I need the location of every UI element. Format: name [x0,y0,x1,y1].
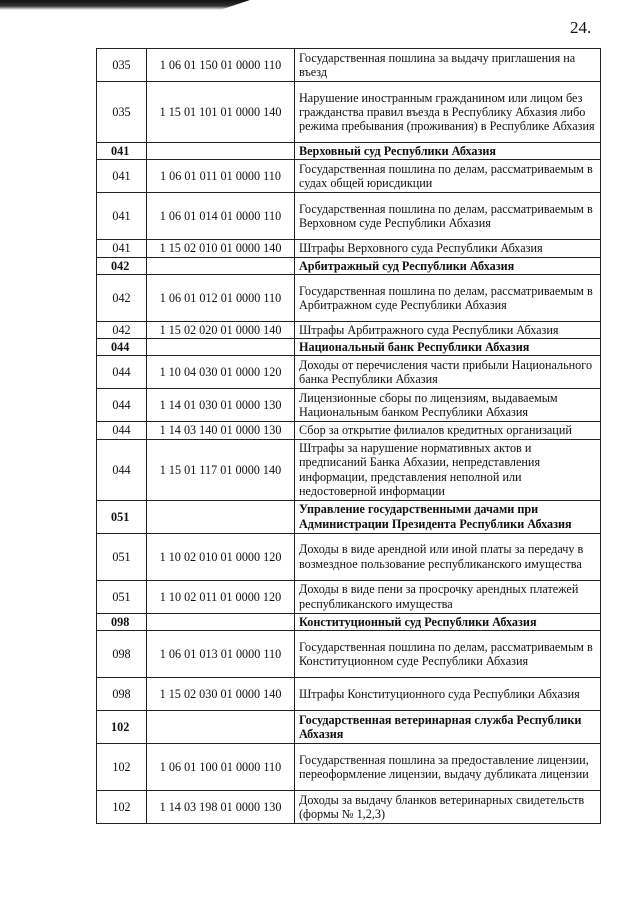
row-description-cell: Доходы от перечисления части прибыли Национального банка Республики Абхазия [295,356,601,389]
row-kbk-cell: 1 15 02 020 01 0000 140 [147,321,295,338]
row-description-cell: Государственная пошлина по делам, рассматриваемым в Конституционном суде Республики Абхазия [295,631,601,678]
row-kbk-cell: 1 06 01 011 01 0000 110 [147,160,295,193]
row-code-cell: 102 [97,711,147,744]
scan-edge-shadow [0,0,250,10]
table-body [97,49,601,824]
row-code-cell: 102 [97,744,147,791]
table-row [97,274,601,321]
row-code-cell: 098 [97,631,147,678]
row-kbk-cell: 1 10 02 010 01 0000 120 [147,533,295,580]
row-description-cell: Доходы за выдачу бланков ветеринарных свидетельств (формы № 1,2,3) [295,791,601,824]
row-kbk-cell: 1 06 01 012 01 0000 110 [147,274,295,321]
row-kbk-cell [147,257,295,274]
table-row [97,389,601,422]
row-description-cell: Штрафы за нарушение нормативных актов и предписаний Банка Абхазии, непредставления информации, представления неполной или недостоверной информации [295,439,601,500]
table-row [97,193,601,240]
section-header-row [97,339,601,356]
row-description-cell: Нарушение иностранным гражданином или лицом без гражданства правил въезда в Республику Абхазия либо режима пребывания (проживания) в Республике Абхазия [295,82,601,143]
row-description-cell: Государственная пошлина за предоставление лицензии, переоформление лицензии, выдачу дубликата лицензии [295,744,601,791]
row-kbk-cell: 1 14 03 198 01 0000 130 [147,791,295,824]
table-row [97,791,601,824]
row-code-cell: 042 [97,257,147,274]
table-row [97,49,601,82]
row-description-cell: Государственная пошлина по делам, рассматриваемым в Верховном суде Республики Абхазия [295,193,601,240]
row-code-cell: 042 [97,274,147,321]
row-kbk-cell [147,613,295,630]
row-code-cell: 044 [97,339,147,356]
table-row [97,631,601,678]
table-row [97,160,601,193]
row-kbk-cell: 1 06 01 013 01 0000 110 [147,631,295,678]
row-code-cell: 044 [97,439,147,500]
row-kbk-cell: 1 15 01 101 01 0000 140 [147,82,295,143]
row-code-cell: 098 [97,678,147,711]
revenue-codes-table [96,48,601,824]
row-description-cell: Доходы в виде арендной или иной платы за передачу в возмездное пользование республиканского имущества [295,533,601,580]
row-code-cell: 041 [97,160,147,193]
row-description-cell: Государственная пошлина по делам, рассматриваемым в судах общей юрисдикции [295,160,601,193]
section-title-cell: Верховный суд Республики Абхазия [295,143,601,160]
row-kbk-cell [147,711,295,744]
row-kbk-cell: 1 14 03 140 01 0000 130 [147,422,295,439]
row-description-cell: Государственная пошлина по делам, рассматриваемым в Арбитражном суде Республики Абхазия [295,274,601,321]
row-kbk-cell: 1 10 02 011 01 0000 120 [147,580,295,613]
table-row [97,533,601,580]
row-description-cell: Лицензионные сборы по лицензиям, выдаваемым Национальным банком Республики Абхазия [295,389,601,422]
row-kbk-cell [147,143,295,160]
row-kbk-cell: 1 15 02 010 01 0000 140 [147,240,295,257]
row-code-cell: 051 [97,580,147,613]
table-row [97,744,601,791]
table-row [97,678,601,711]
row-description-cell: Штрафы Арбитражного суда Республики Абхазия [295,321,601,338]
table-row [97,580,601,613]
row-code-cell: 044 [97,356,147,389]
table-row [97,439,601,500]
row-code-cell: 041 [97,143,147,160]
row-kbk-cell: 1 15 01 117 01 0000 140 [147,439,295,500]
table-row [97,82,601,143]
row-kbk-cell: 1 10 04 030 01 0000 120 [147,356,295,389]
page-number: 24. [570,18,592,37]
row-description-cell: Доходы в виде пени за просрочку арендных платежей республиканского имущества [295,580,601,613]
section-header-row [97,613,601,630]
section-title-cell: Конституционный суд Республики Абхазия [295,613,601,630]
row-code-cell: 098 [97,613,147,630]
section-title-cell: Государственная ветеринарная служба Республики Абхазия [295,711,601,744]
row-code-cell: 035 [97,49,147,82]
table-row [97,321,601,338]
section-header-row [97,143,601,160]
row-kbk-cell: 1 14 01 030 01 0000 130 [147,389,295,422]
row-kbk-cell [147,339,295,356]
row-kbk-cell: 1 06 01 100 01 0000 110 [147,744,295,791]
section-header-row [97,257,601,274]
row-description-cell: Сбор за открытие филиалов кредитных организаций [295,422,601,439]
section-title-cell: Арбитражный суд Республики Абхазия [295,257,601,274]
row-code-cell: 035 [97,82,147,143]
row-code-cell: 041 [97,240,147,257]
table-row [97,240,601,257]
row-code-cell: 051 [97,533,147,580]
row-code-cell: 042 [97,321,147,338]
section-title-cell: Национальный банк Республики Абхазия [295,339,601,356]
row-kbk-cell [147,500,295,533]
section-title-cell: Управление государственными дачами при Администрации Президента Республики Абхазия [295,500,601,533]
row-code-cell: 044 [97,389,147,422]
row-code-cell: 044 [97,422,147,439]
row-kbk-cell: 1 15 02 030 01 0000 140 [147,678,295,711]
section-header-row [97,500,601,533]
row-kbk-cell: 1 06 01 150 01 0000 110 [147,49,295,82]
row-code-cell: 051 [97,500,147,533]
section-header-row [97,711,601,744]
row-kbk-cell: 1 06 01 014 01 0000 110 [147,193,295,240]
row-description-cell: Государственная пошлина за выдачу приглашения на въезд [295,49,601,82]
row-code-cell: 102 [97,791,147,824]
table-row [97,422,601,439]
row-description-cell: Штрафы Конституционного суда Республики Абхазия [295,678,601,711]
table-row [97,356,601,389]
row-code-cell: 041 [97,193,147,240]
row-description-cell: Штрафы Верховного суда Республики Абхазия [295,240,601,257]
